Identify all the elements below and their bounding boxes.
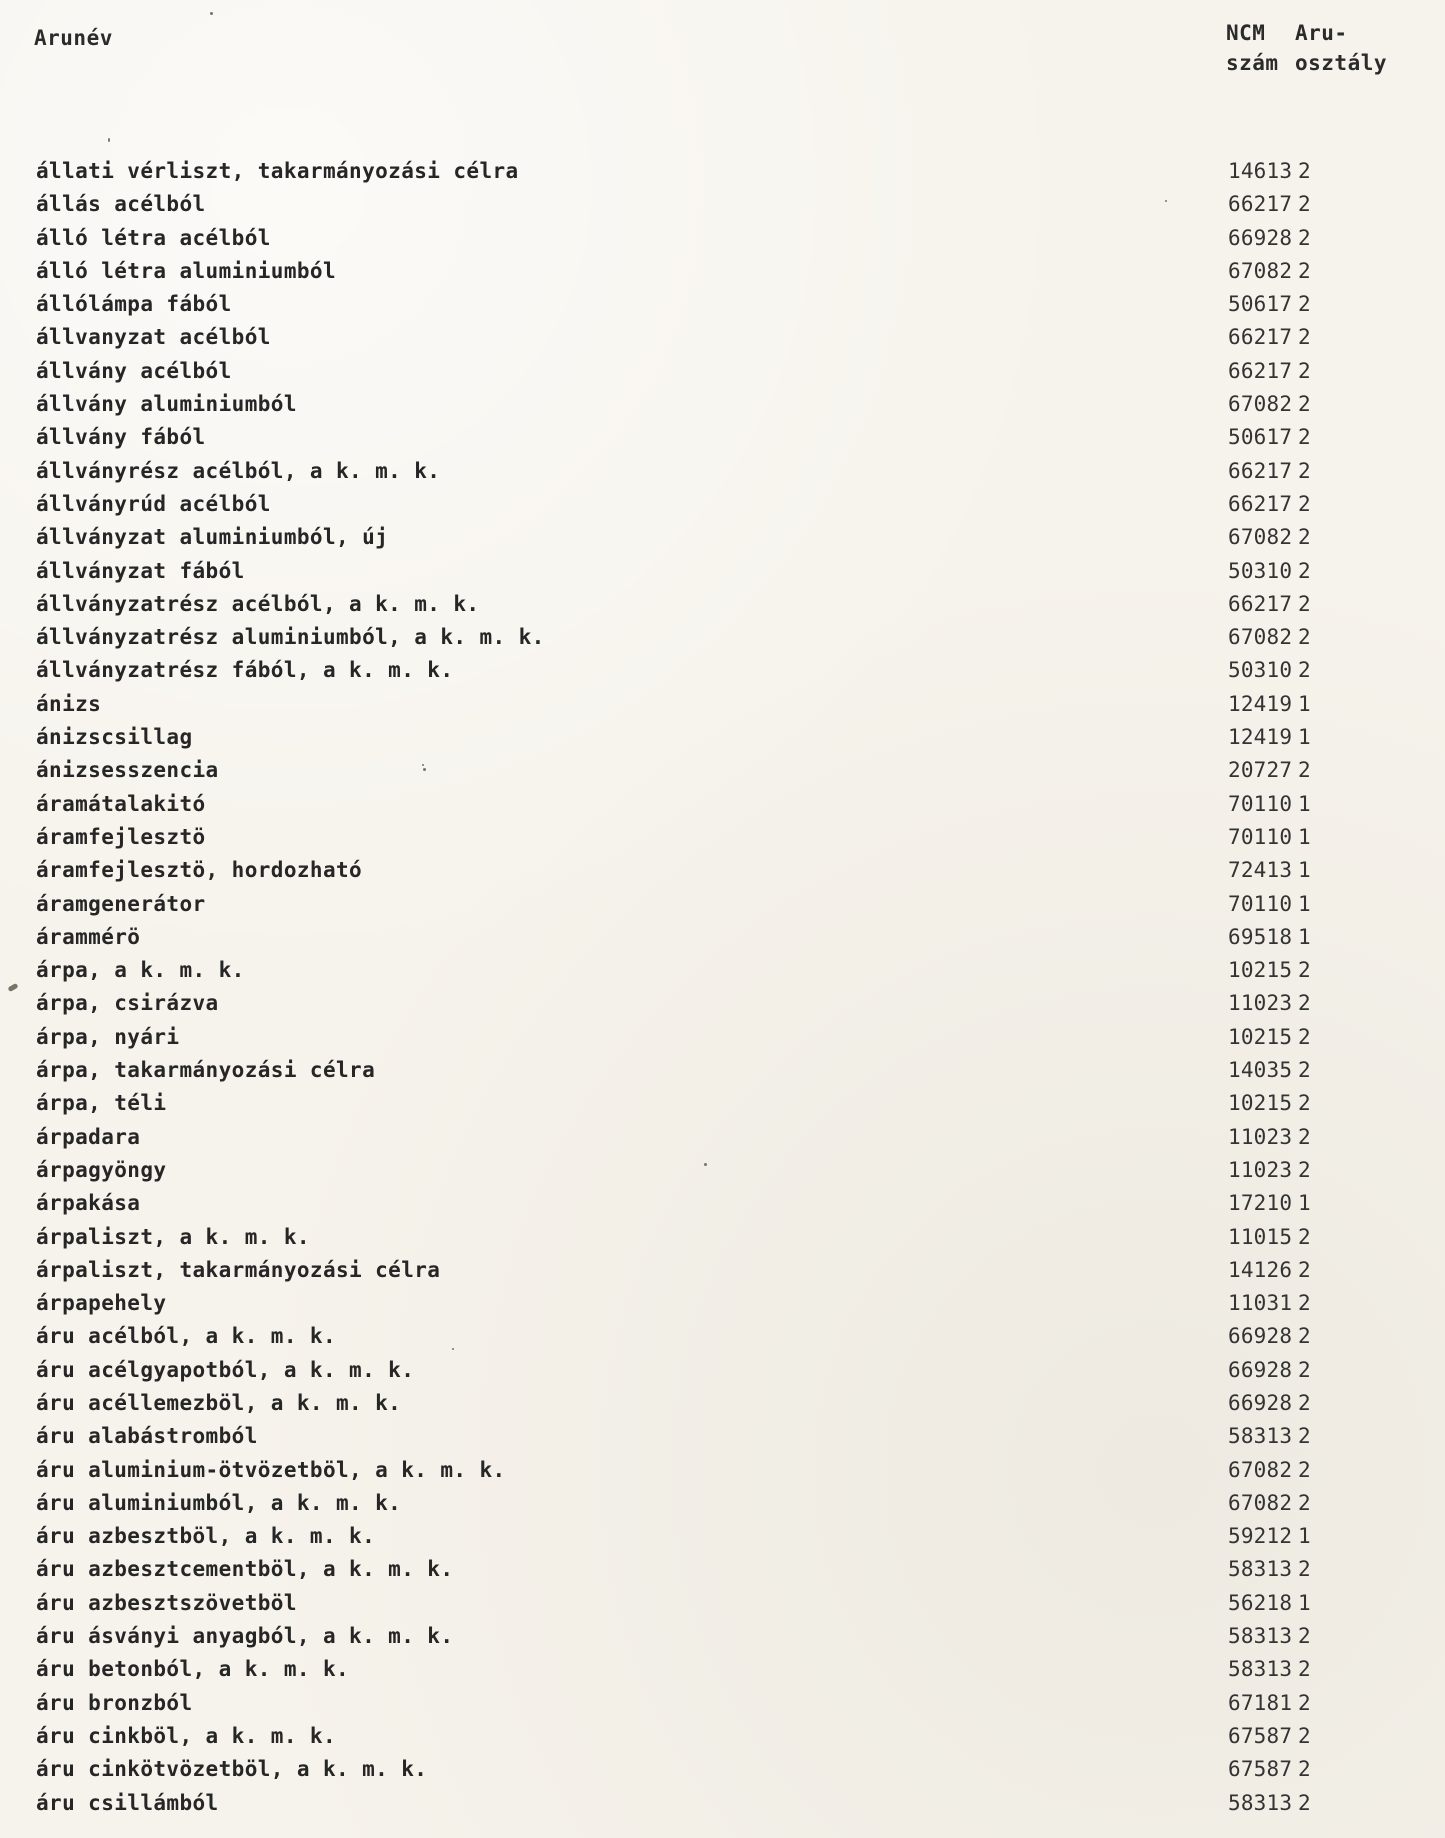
product-class: 2 [1298,1657,1311,1682]
list-item [0,1354,1445,1387]
product-name: állvány acélból [36,358,232,383]
list-item [0,1720,1445,1753]
product-class: 2 [1298,1790,1311,1815]
ncm-code: 66928 [1228,1390,1293,1415]
product-name: áru azbesztböl, a k. m. k. [36,1524,376,1549]
product-name: állólámpa fából [36,292,232,317]
scan-speck [1165,200,1167,202]
ncm-code: 10215 [1228,958,1293,983]
product-name: állványzat fából [36,558,245,583]
product-name: árpaliszt, takarmányozási célra [36,1257,441,1282]
list-item [0,721,1445,754]
ncm-header-line2: szám [1226,51,1279,75]
product-name: áramfejlesztö [36,824,206,849]
product-class: 2 [1298,758,1311,783]
list-item [0,1154,1445,1187]
product-class: 2 [1298,491,1311,516]
ncm-code: 58313 [1228,1790,1293,1815]
ncm-code: 10215 [1228,1024,1293,1049]
product-name: álló létra acélból [36,225,271,250]
ncm-code: 59212 [1228,1524,1293,1549]
column-header-ncm-number [1226,18,1279,78]
ncm-code: 58313 [1228,1624,1293,1649]
product-class: 2 [1298,1024,1311,1049]
column-header-product-name: Arunév [34,26,113,50]
product-name: áru azbesztcementböl, a k. m. k. [36,1557,454,1582]
product-class: 1 [1298,1524,1311,1549]
ncm-code: 70110 [1228,891,1293,916]
product-name: állvány aluminiumból [36,392,297,417]
product-name: árpaliszt, a k. m. k. [36,1224,310,1249]
product-name: árammérö [36,924,141,949]
product-class: 2 [1298,1324,1311,1349]
ncm-code: 67082 [1228,1457,1293,1482]
product-name: áru bronzból [36,1690,193,1715]
list-item [0,954,1445,987]
ncm-header-line1: NCM [1226,21,1266,45]
list-item [0,222,1445,255]
product-class: 2 [1298,258,1311,283]
ncm-code: 50617 [1228,292,1293,317]
product-class: 2 [1298,425,1311,450]
product-class: 2 [1298,1624,1311,1649]
ncm-code: 67082 [1228,525,1293,550]
product-class: 2 [1298,292,1311,317]
product-name: árpadara [36,1124,141,1149]
product-name: állványrész acélból, a k. m. k. [36,458,441,483]
list-item [0,1087,1445,1120]
ncm-code: 66217 [1228,491,1293,516]
product-class: 2 [1298,991,1311,1016]
product-name: ánizs [36,691,102,716]
list-item [0,188,1445,221]
ncm-code: 50310 [1228,558,1293,583]
ncm-code: 11023 [1228,1124,1293,1149]
product-class: 2 [1298,625,1311,650]
ncm-code: 50310 [1228,658,1293,683]
list-item [0,388,1445,421]
product-name: áru cinkböl, a k. m. k. [36,1723,336,1748]
product-class: 1 [1298,824,1311,849]
product-name: áru alabástromból [36,1424,258,1449]
product-name: áramgenerátor [36,891,206,916]
scan-speck [422,764,424,766]
ncm-code: 12419 [1228,691,1293,716]
scan-speck [210,12,213,15]
product-name: állvány fából [36,425,206,450]
ncm-code: 58313 [1228,1424,1293,1449]
list-item [0,1021,1445,1054]
list-item [0,288,1445,321]
list-item [0,155,1445,188]
list-item [0,1287,1445,1320]
ncm-code: 66217 [1228,192,1293,217]
product-class: 2 [1298,159,1311,183]
list-item [0,1221,1445,1254]
list-item [0,821,1445,854]
product-class: 1 [1298,1590,1311,1615]
product-name: áramfejlesztö, hordozható [36,858,363,883]
ncm-code: 67181 [1228,1690,1293,1715]
list-item [0,255,1445,288]
ncm-code: 67587 [1228,1723,1293,1748]
list-item [0,1787,1445,1820]
ncm-code: 17210 [1228,1191,1293,1216]
list-item [0,1454,1445,1487]
ncm-code: 20727 [1228,758,1293,783]
product-class: 2 [1298,225,1311,250]
product-class: 2 [1298,1124,1311,1149]
ncm-code: 58313 [1228,1557,1293,1582]
product-name: áru aluminiumból, a k. m. k. [36,1490,402,1515]
product-class: 1 [1298,891,1311,916]
list-item [0,1420,1445,1453]
product-name: áru azbesztszövetböl [36,1590,297,1615]
ncm-code: 70110 [1228,824,1293,849]
ncm-code: 14126 [1228,1257,1293,1282]
list-item [0,521,1445,554]
ncm-code: 69518 [1228,924,1293,949]
product-class: 2 [1298,1390,1311,1415]
product-class: 1 [1298,691,1311,716]
product-name: állás acélból [36,192,206,217]
ncm-code: 66217 [1228,358,1293,383]
product-class: 2 [1298,958,1311,983]
product-name: árpa, nyári [36,1024,180,1049]
product-name: áru acélból, a k. m. k. [36,1324,336,1349]
product-name: árpa, takarmányozási célra [36,1058,376,1083]
product-class: 2 [1298,658,1311,683]
list-item [0,621,1445,654]
product-name: állványrúd acélból [36,491,271,516]
list-item [0,1587,1445,1620]
product-class: 2 [1298,458,1311,483]
ncm-code: 10215 [1228,1091,1293,1116]
product-name: álló létra aluminiumból [36,258,336,283]
ncm-code: 66217 [1228,325,1293,350]
ncm-code: 12419 [1228,725,1293,750]
product-class: 1 [1298,924,1311,949]
product-class: 2 [1298,1291,1311,1316]
ncm-code: 66928 [1228,225,1293,250]
list-item [0,1254,1445,1287]
list-item [0,1687,1445,1720]
product-class: 2 [1298,1490,1311,1515]
product-class: 1 [1298,858,1311,883]
scan-speck [704,1163,707,1166]
list-item [0,1620,1445,1653]
scan-speck [108,138,110,142]
product-class: 2 [1298,192,1311,217]
ncm-code: 11015 [1228,1224,1293,1249]
list-item [0,455,1445,488]
product-class: 2 [1298,358,1311,383]
product-name: állványzat aluminiumból, új [36,525,389,550]
product-name: állványzatrész aluminiumból, a k. m. k. [36,625,545,650]
product-class: 1 [1298,1191,1311,1216]
column-header-product-class [1295,18,1387,78]
product-class: 2 [1298,1723,1311,1748]
product-class: 2 [1298,591,1311,616]
list-item [0,854,1445,887]
product-name: ánizsesszencia [36,758,219,783]
product-class: 2 [1298,1091,1311,1116]
product-name: árpakása [36,1191,141,1216]
list-item [0,788,1445,821]
list-item [0,421,1445,454]
ncm-code: 14613 [1228,159,1293,183]
ncm-code: 11023 [1228,1157,1293,1182]
product-class: 2 [1298,1257,1311,1282]
product-class: 2 [1298,1058,1311,1083]
list-item [0,1520,1445,1553]
ncm-code: 66928 [1228,1324,1293,1349]
product-name: árpa, csirázva [36,991,219,1016]
product-name: állványzatrész acélból, a k. m. k. [36,591,480,616]
ncm-code: 14035 [1228,1058,1293,1083]
list-item [0,1320,1445,1353]
list-item [0,1387,1445,1420]
list-item [0,355,1445,388]
ncm-code: 67082 [1228,1490,1293,1515]
product-name: árpa, téli [36,1091,167,1116]
ncm-code: 66217 [1228,458,1293,483]
product-name: ánizscsillag [36,725,193,750]
scan-speck [423,768,426,771]
list-item [0,1653,1445,1686]
ncm-code: 67082 [1228,392,1293,417]
product-class: 2 [1298,1457,1311,1482]
ncm-code: 67082 [1228,625,1293,650]
product-name: áru aluminium-ötvözetböl, a k. m. k. [36,1457,506,1482]
list-item [0,1054,1445,1087]
class-header-line2: osztály [1295,51,1388,75]
ncm-code: 50617 [1228,425,1293,450]
product-name: áru cinkötvözetböl, a k. m. k. [36,1757,428,1782]
list-item [0,888,1445,921]
product-class: 2 [1298,558,1311,583]
product-class: 1 [1298,725,1311,750]
product-class: 2 [1298,1357,1311,1382]
list-item [0,1487,1445,1520]
product-name: áru betonból, a k. m. k. [36,1657,350,1682]
ncm-code: 72413 [1228,858,1293,883]
ncm-code: 56218 [1228,1590,1293,1615]
product-class: 1 [1298,791,1311,816]
list-item [0,921,1445,954]
ncm-code: 11023 [1228,991,1293,1016]
product-name: állati vérliszt, takarmányozási célra [36,159,519,183]
product-class: 2 [1298,1224,1311,1249]
ncm-code: 11031 [1228,1291,1293,1316]
list-item [0,1187,1445,1220]
ncm-code: 70110 [1228,791,1293,816]
ncm-code: 58313 [1228,1657,1293,1682]
list-item [0,1121,1445,1154]
product-name: áru acéllemezböl, a k. m. k. [36,1390,402,1415]
ncm-code: 67082 [1228,258,1293,283]
list-item [0,987,1445,1020]
product-name: állványzatrész fából, a k. m. k. [36,658,454,683]
list-item [0,588,1445,621]
product-class: 2 [1298,525,1311,550]
product-class: 2 [1298,1424,1311,1449]
list-item [0,488,1445,521]
product-class: 2 [1298,325,1311,350]
list-item [0,1553,1445,1586]
product-name: árpagyöngy [36,1157,167,1182]
product-name: áru csillámból [36,1790,219,1815]
list-item [0,754,1445,787]
product-name: áru ásványi anyagból, a k. m. k. [36,1624,454,1649]
ncm-code: 66217 [1228,591,1293,616]
product-class: 2 [1298,1557,1311,1582]
list-item [0,321,1445,354]
list-item [0,555,1445,588]
product-name: áru acélgyapotból, a k. m. k. [36,1357,415,1382]
product-name: árpa, a k. m. k. [36,958,245,983]
product-name: áramátalakitó [36,791,206,816]
list-item [0,1753,1445,1786]
product-class: 2 [1298,1757,1311,1782]
ncm-code: 67587 [1228,1757,1293,1782]
product-class: 2 [1298,392,1311,417]
list-item [0,688,1445,721]
product-class: 2 [1298,1690,1311,1715]
product-class: 2 [1298,1157,1311,1182]
list-item [0,654,1445,687]
ncm-code: 66928 [1228,1357,1293,1382]
product-list [0,155,1445,1820]
class-header-line1: Aru- [1295,21,1348,45]
scan-speck [452,1348,454,1350]
product-name: árpapehely [36,1291,167,1316]
product-name: állvanyzat acélból [36,325,271,350]
